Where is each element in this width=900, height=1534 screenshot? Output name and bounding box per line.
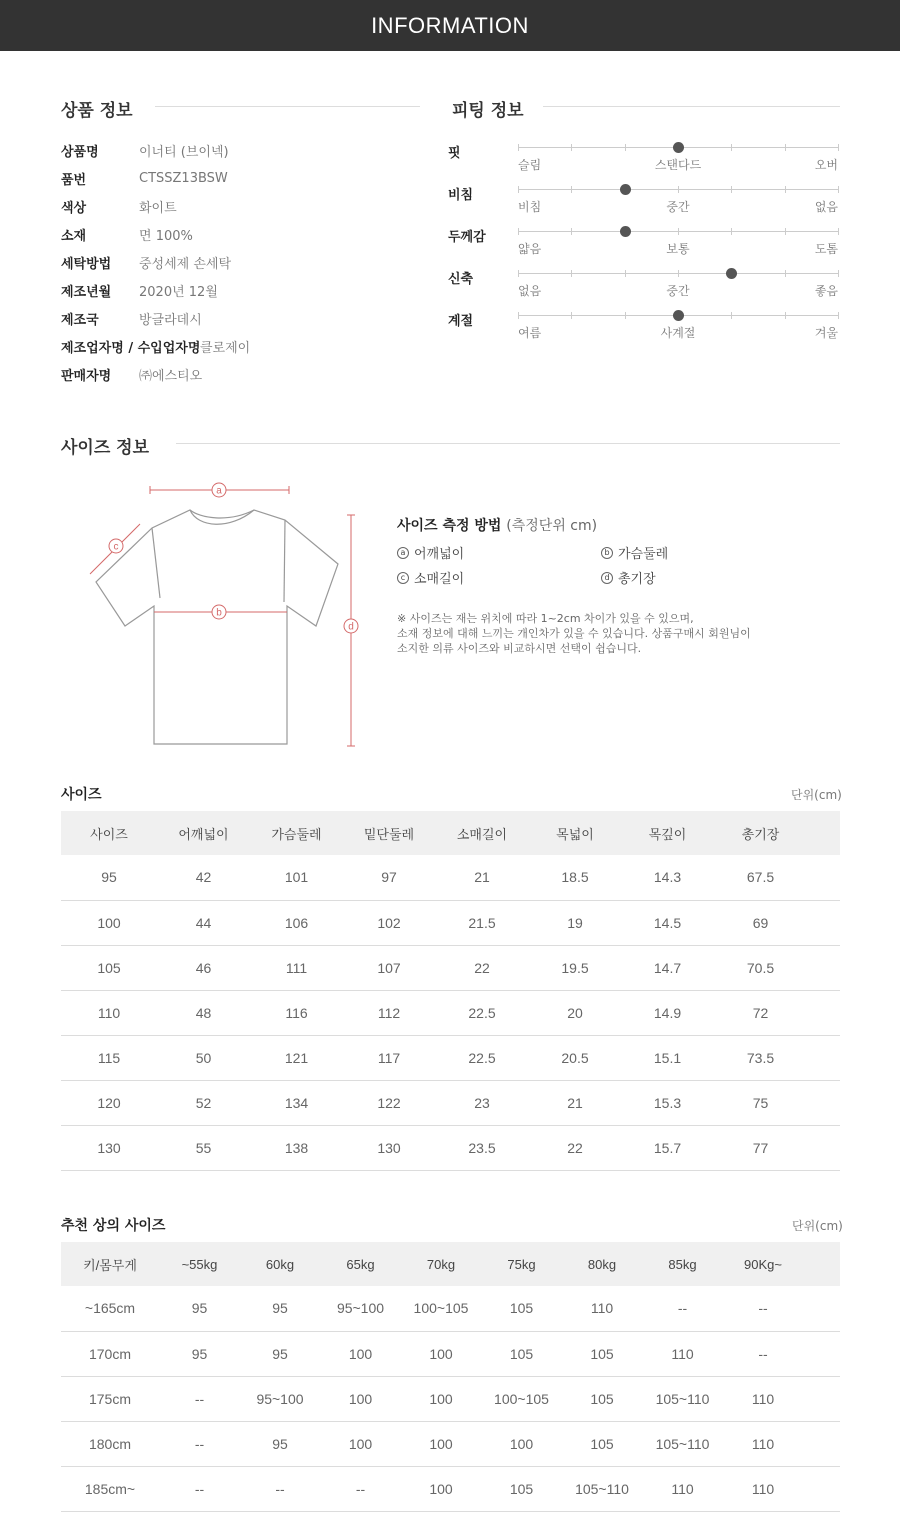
table-cell: 21: [529, 1080, 621, 1125]
table-header-cell: 어깨넓이: [157, 811, 250, 855]
table-cell-spacer: [803, 1331, 840, 1376]
table-cell: 105: [562, 1376, 642, 1421]
table-cell: 100: [481, 1421, 562, 1466]
recommend-table: [61, 1242, 840, 1512]
fit-caption-left: 얇음: [518, 242, 542, 256]
info-row-country: 제조국 방글라데시: [61, 312, 202, 328]
label-c: c: [113, 541, 119, 553]
fit-caption-middle: 사계절: [660, 326, 696, 340]
table-row: [61, 1080, 840, 1125]
fit-scale-tick: [785, 270, 786, 277]
info-row-manufacturer: 제조업자명 / 수입업자명 클로제이: [61, 340, 251, 356]
table-cell: 100: [401, 1331, 481, 1376]
table-header-cell: 목깊이: [621, 811, 714, 855]
table-row: [61, 945, 840, 990]
table-row: [61, 855, 840, 900]
table-cell-spacer: [803, 1376, 840, 1421]
fit-scale-tick: [518, 270, 519, 277]
table-cell: 69: [714, 900, 807, 945]
table-cell: 105~110: [642, 1376, 723, 1421]
table-cell: 110: [642, 1466, 723, 1511]
table-cell-spacer: [803, 1466, 840, 1511]
fit-caption-right: 좋음: [814, 284, 838, 298]
fit-caption-right: 도톰: [814, 242, 838, 256]
table-cell: 110: [562, 1286, 642, 1331]
table-header-cell: 65kg: [320, 1242, 401, 1286]
table-cell: 105: [481, 1466, 562, 1511]
table-cell: 15.3: [621, 1080, 714, 1125]
table-cell: 120: [61, 1080, 157, 1125]
fit-scale-track: [518, 231, 838, 232]
table-cell: 72: [714, 990, 807, 1035]
table-cell: --: [159, 1421, 240, 1466]
table-cell: 97: [343, 855, 435, 900]
table-cell: 138: [250, 1125, 343, 1170]
table-cell: 117: [343, 1035, 435, 1080]
table-cell: 111: [250, 945, 343, 990]
table-cell: 134: [250, 1080, 343, 1125]
fit-caption-middle: 중간: [666, 200, 690, 214]
information-header: [0, 0, 900, 51]
table-cell: 116: [250, 990, 343, 1035]
method-item-a: a 어깨넓이: [397, 543, 464, 562]
fit-caption-right: 없음: [814, 200, 838, 214]
table-cell: 14.5: [621, 900, 714, 945]
table-row: [61, 900, 840, 945]
table-cell: 100: [401, 1376, 481, 1421]
fit-scale-tick: [678, 270, 679, 277]
fit-caption-right: 오버: [814, 158, 838, 172]
fit-scale-marker: [673, 142, 684, 153]
fit-label: 계절: [448, 314, 474, 329]
label-a: a: [216, 485, 222, 497]
recommend-table-unit: 단위(cm): [792, 1219, 843, 1233]
table-cell: 110: [642, 1331, 723, 1376]
fit-scale-tick: [838, 186, 839, 193]
table-cell: 21: [435, 855, 529, 900]
info-row-color: 색상 화이트: [61, 200, 177, 216]
fit-scale-marker: [620, 184, 631, 195]
table-row: [61, 990, 840, 1035]
table-row: [61, 1421, 840, 1466]
fit-scale-tick: [678, 186, 679, 193]
fit-label: 신축: [448, 272, 474, 287]
table-cell: --: [723, 1331, 803, 1376]
table-cell: 100: [320, 1421, 401, 1466]
recommend-table-title: 추천 상의 사이즈: [61, 1218, 166, 1234]
table-cell: 95: [240, 1331, 320, 1376]
tshirt-left-seam: [152, 528, 160, 598]
table-cell: 110: [723, 1421, 803, 1466]
table-row: [61, 1466, 840, 1511]
table-header-cell: 60kg: [240, 1242, 320, 1286]
table-cell-spacer: [807, 1035, 840, 1080]
fit-scale-tick: [518, 312, 519, 319]
info-row-code: 품번 CTSSZ13BSW: [61, 170, 228, 188]
fit-scale-track: [518, 189, 838, 190]
size-info-title: 사이즈 정보: [61, 438, 150, 458]
table-cell: 52: [157, 1080, 250, 1125]
table-row: [61, 1286, 840, 1331]
fit-scale-tick: [838, 228, 839, 235]
table-cell: 77: [714, 1125, 807, 1170]
table-cell: 70.5: [714, 945, 807, 990]
measure-method-title: 사이즈 측정 방법 (측정단위 cm): [397, 518, 598, 534]
table-cell: 107: [343, 945, 435, 990]
table-cell: 95~100: [320, 1286, 401, 1331]
table-header-cell: 가슴둘레: [250, 811, 343, 855]
fit-caption-left: 슬림: [518, 158, 542, 172]
table-cell: 22: [529, 1125, 621, 1170]
fit-scale-tick: [678, 228, 679, 235]
table-header-cell: 70kg: [401, 1242, 481, 1286]
table-cell: 100~105: [401, 1286, 481, 1331]
fit-scale-tick: [571, 186, 572, 193]
table-header-cell: ~55kg: [159, 1242, 240, 1286]
table-cell: 95: [159, 1286, 240, 1331]
table-cell-spacer: [807, 945, 840, 990]
size-table: [61, 811, 840, 1171]
method-item-c: c 소매길이: [397, 568, 464, 587]
table-cell: 100: [61, 900, 157, 945]
fit-scale-marker: [726, 268, 737, 279]
fit-scale-tick: [731, 144, 732, 151]
table-cell: 22: [435, 945, 529, 990]
table-cell-spacer: [807, 855, 840, 900]
table-cell-spacer: [807, 900, 840, 945]
info-row-name: 상품명 이너티 (브이넥): [61, 144, 229, 160]
table-header-cell: 90Kg~: [723, 1242, 803, 1286]
size-info-divider: [176, 443, 840, 444]
table-cell: --: [642, 1286, 723, 1331]
tshirt-collar: [190, 510, 254, 524]
fit-caption-left: 여름: [518, 326, 542, 340]
table-cell: 110: [61, 990, 157, 1035]
product-info-divider: [155, 106, 420, 107]
table-cell: 105: [481, 1331, 562, 1376]
table-cell: 23: [435, 1080, 529, 1125]
table-cell: 105~110: [642, 1421, 723, 1466]
fit-caption-left: 없음: [518, 284, 542, 298]
fit-scale-tick: [571, 312, 572, 319]
table-row: [61, 1376, 840, 1421]
table-cell: 100: [320, 1376, 401, 1421]
table-cell: 44: [157, 900, 250, 945]
fit-caption-left: 비침: [518, 200, 542, 214]
size-note: ※ 사이즈는 재는 위치에 따라 1~2cm 차이가 있을 수 있으며, 소재 정보에 대해 느끼는 개인차가 있을 수 있습니다. 상품구매시 회원님이 소지한 의류 사이즈와 비교하시면 선택이 쉽습니다.: [397, 612, 751, 655]
table-row: [61, 1035, 840, 1080]
table-cell: 95: [240, 1286, 320, 1331]
fit-caption-middle: 보통: [666, 242, 690, 256]
table-cell-spacer: [807, 1080, 840, 1125]
table-cell: 95: [61, 855, 157, 900]
method-item-b: b 가슴둘레: [601, 543, 668, 562]
table-cell: 15.1: [621, 1035, 714, 1080]
table-header-cell: 사이즈: [61, 811, 157, 855]
fit-scale-track: [518, 147, 838, 148]
fit-scale-track: [518, 273, 838, 274]
table-cell-spacer: [807, 990, 840, 1035]
table-cell: 112: [343, 990, 435, 1035]
fit-scale-tick: [731, 228, 732, 235]
fit-scale-marker: [620, 226, 631, 237]
table-cell: ~165cm: [61, 1286, 159, 1331]
fit-caption-right: 겨울: [814, 326, 838, 340]
info-row-seller: 판매자명 ㈜에스티오: [61, 368, 203, 384]
fit-caption-middle: 중간: [666, 284, 690, 298]
table-cell: 122: [343, 1080, 435, 1125]
fit-scale-tick: [731, 186, 732, 193]
table-header-spacer: [807, 811, 840, 855]
table-cell: 110: [723, 1376, 803, 1421]
fit-scale-tick: [838, 270, 839, 277]
table-header-cell: 80kg: [562, 1242, 642, 1286]
fit-scale-tick: [625, 144, 626, 151]
fit-scale-tick: [625, 312, 626, 319]
fit-scale-tick: [785, 186, 786, 193]
product-info-title: 상품 정보: [61, 101, 133, 121]
fit-scale-tick: [518, 144, 519, 151]
info-row-material: 소재 면 100%: [61, 228, 193, 244]
table-header-cell: 소매길이: [435, 811, 529, 855]
table-cell: 19.5: [529, 945, 621, 990]
tshirt-outline: [96, 510, 338, 744]
table-header-cell: 85kg: [642, 1242, 723, 1286]
table-cell: --: [320, 1466, 401, 1511]
fitting-info-divider: [543, 106, 840, 107]
table-cell: 105: [562, 1331, 642, 1376]
tshirt-diagram: [80, 478, 370, 753]
table-cell: --: [159, 1466, 240, 1511]
fit-scale-tick: [571, 144, 572, 151]
table-cell: --: [723, 1286, 803, 1331]
fit-scale-tick: [785, 312, 786, 319]
table-cell: 100: [320, 1331, 401, 1376]
table-cell: 95~100: [240, 1376, 320, 1421]
table-cell: 105~110: [562, 1466, 642, 1511]
fitting-info-title: 피팅 정보: [452, 101, 524, 121]
table-cell: 102: [343, 900, 435, 945]
table-row: [61, 1331, 840, 1376]
fit-scale-tick: [838, 144, 839, 151]
fit-scale-tick: [838, 312, 839, 319]
fit-scale-tick: [571, 228, 572, 235]
label-d: d: [348, 621, 354, 633]
table-cell-spacer: [803, 1421, 840, 1466]
table-cell: 18.5: [529, 855, 621, 900]
table-cell: 95: [240, 1421, 320, 1466]
label-b: b: [216, 607, 222, 619]
table-cell: 105: [481, 1286, 562, 1331]
fit-label: 비침: [448, 188, 474, 203]
table-cell: 19: [529, 900, 621, 945]
table-cell: 105: [61, 945, 157, 990]
table-cell: 55: [157, 1125, 250, 1170]
method-item-d: d 총기장: [601, 568, 656, 587]
table-cell: 15.7: [621, 1125, 714, 1170]
table-cell: 20: [529, 990, 621, 1035]
table-cell: 170cm: [61, 1331, 159, 1376]
table-cell: 95: [159, 1331, 240, 1376]
info-row-manufacture-date: 제조년월 2020년 12월: [61, 284, 218, 300]
table-cell: 121: [250, 1035, 343, 1080]
table-cell: 130: [343, 1125, 435, 1170]
fit-label: 핏: [448, 146, 461, 161]
info-row-washing: 세탁방법 중성세제 손세탁: [61, 256, 232, 272]
size-table-unit: 단위(cm): [791, 788, 842, 802]
fit-scale-marker: [673, 310, 684, 321]
table-cell: --: [240, 1466, 320, 1511]
table-header-cell: 75kg: [481, 1242, 562, 1286]
table-cell: 48: [157, 990, 250, 1035]
table-cell: 21.5: [435, 900, 529, 945]
fit-scale-tick: [731, 312, 732, 319]
fit-scale-tick: [518, 186, 519, 193]
table-cell: 185cm~: [61, 1466, 159, 1511]
table-cell: 100: [401, 1466, 481, 1511]
size-table-title: 사이즈: [61, 787, 102, 803]
table-cell: 100: [401, 1421, 481, 1466]
table-cell: 23.5: [435, 1125, 529, 1170]
fit-caption-middle: 스탠다드: [654, 158, 702, 172]
table-cell: 110: [723, 1466, 803, 1511]
table-cell: 73.5: [714, 1035, 807, 1080]
table-cell-spacer: [807, 1125, 840, 1170]
table-cell: 14.3: [621, 855, 714, 900]
table-cell: 100~105: [481, 1376, 562, 1421]
table-cell: 22.5: [435, 990, 529, 1035]
table-cell: 106: [250, 900, 343, 945]
fit-scale-tick: [785, 228, 786, 235]
table-header-cell: 밑단둘레: [343, 811, 435, 855]
fit-scale-track: [518, 315, 838, 316]
table-cell: 46: [157, 945, 250, 990]
table-header-spacer: [803, 1242, 840, 1286]
table-cell: 50: [157, 1035, 250, 1080]
fit-label: 두께감: [448, 230, 486, 245]
table-cell: 180cm: [61, 1421, 159, 1466]
table-cell-spacer: [803, 1286, 840, 1331]
fit-scale-tick: [518, 228, 519, 235]
table-cell: 75: [714, 1080, 807, 1125]
table-cell: 67.5: [714, 855, 807, 900]
tshirt-right-seam: [284, 520, 285, 602]
fit-scale-tick: [785, 144, 786, 151]
table-header-cell: 키/몸무게: [61, 1242, 159, 1286]
table-cell: 105: [562, 1421, 642, 1466]
table-header-cell: 목넓이: [529, 811, 621, 855]
fit-scale-tick: [571, 270, 572, 277]
table-cell: 42: [157, 855, 250, 900]
table-cell: 14.9: [621, 990, 714, 1035]
table-cell: 22.5: [435, 1035, 529, 1080]
table-row: [61, 1125, 840, 1170]
table-cell: 14.7: [621, 945, 714, 990]
table-cell: 175cm: [61, 1376, 159, 1421]
table-header-cell: 총기장: [714, 811, 807, 855]
fit-scale-tick: [625, 270, 626, 277]
table-cell: 130: [61, 1125, 157, 1170]
header-title: INFORMATION: [371, 12, 529, 38]
table-cell: 115: [61, 1035, 157, 1080]
table-cell: 101: [250, 855, 343, 900]
table-cell: 20.5: [529, 1035, 621, 1080]
table-cell: --: [159, 1376, 240, 1421]
